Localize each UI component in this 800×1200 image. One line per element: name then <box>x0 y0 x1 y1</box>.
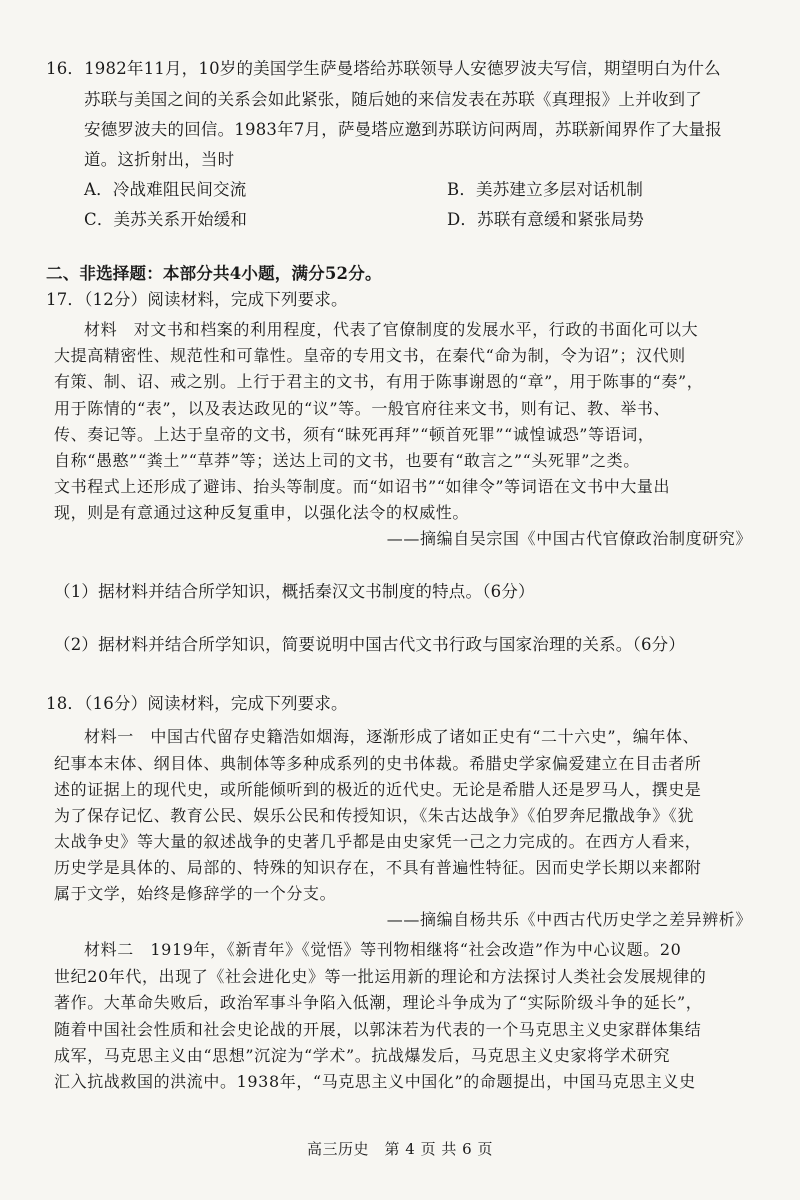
q18-intro: 18．（16分）阅读材料，完成下列要求。 <box>46 694 348 713</box>
q18-material1-line: 属于文学，始终是修辞学的一个分支。 <box>54 884 337 903</box>
q17-material-line: 大提高精密性、规范性和可靠性。皇帝的专用文书，在秦代“命为制，令为诏”；汉代则 <box>54 346 686 365</box>
q17-material-line: 传、奏记等。上达于皇帝的文书，须有“昧死再拜”“顿首死罪”“诚惶诚恐”等语词， <box>54 425 655 444</box>
page-footer: 高三历史 第 4 页 共 6 页 <box>307 1140 493 1158</box>
q18-material1-line: 述的证据上的现代史，或所能倾听到的极近的近代史。无论是希腊人还是罗马人，撰史是 <box>54 780 702 799</box>
q17-subquestion-1: （1）据材料并结合所学知识，概括秦汉文书制度的特点。（6分） <box>54 582 535 601</box>
q16-stem-line: 安德罗波夫的回信。1983年7月，萨曼塔应邀到苏联访问两周，苏联新闻界作了大量报 <box>84 120 722 139</box>
q18-material1-line: 纪事本末体、纲目体、典制体等多种成系列的史书体裁。希腊史学家偏爱建立在目击者所 <box>54 754 702 773</box>
q18-material1-line: 为了保存记忆、教育公民、娱乐公民和传授知识，《朱古达战争》《伯罗奔尼撒战争》《犹 <box>54 806 695 825</box>
q18-material1-line: 太战争史》等大量的叙述战争的史著几乎都是由史家凭一己之力完成的。在西方人看来， <box>54 832 702 851</box>
q18-material2-line: 汇入抗战救国的洪流中。1938年，“马克思主义中国化”的命题提出，中国马克思主义史 <box>54 1072 696 1091</box>
q18-material1-line: 材料一 中国古代留存史籍浩如烟海，逐渐形成了诸如正史有“二十六史”，编年体、 <box>84 727 700 746</box>
q18-material1-line: 历史学是具体的、局部的、特殊的知识存在，不具有普遍性特征。因而史学长期以来都附 <box>54 858 702 877</box>
q17-material-line: 有策、制、诏、戒之别。上行于君主的文书，有用于陈事谢恩的“章”，用于陈事的“奏”， <box>54 372 704 391</box>
q17-material-line: 文书程式上还形成了避讳、抬头等制度。而“如诏书”“如律令”等词语在文书中大量出 <box>54 477 671 496</box>
q18-material2-line: 世纪20年代，出现了《社会进化史》等一批运用新的理论和方法探讨人类社会发展规律的 <box>54 967 707 986</box>
q17-source: ——摘编自吴宗国《中国古代官僚政治制度研究》 <box>386 529 752 548</box>
q18-material2-line: 材料二 1919年，《新青年》《觉悟》等刊物相继将“社会改造”作为中心议题。20 <box>84 940 682 959</box>
q16-option-c: C．美苏关系开始缓和 <box>84 210 248 229</box>
q16-stem-line: 道。这折射出，当时 <box>84 150 235 169</box>
q17-intro: 17．（12分）阅读材料，完成下列要求。 <box>46 290 348 309</box>
q16-stem-line: 苏联与美国之间的关系会如此紧张，随后她的来信发表在苏联《真理报》上并收到了 <box>84 90 702 109</box>
q18-source-1: ——摘编自杨共乐《中西古代历史学之差异辨析》 <box>386 910 752 929</box>
q16-stem-line: 16．1982年11月，10岁的美国学生萨曼塔给苏联领导人安德罗波夫写信，期望明白为什么 <box>46 59 721 78</box>
q16-option-d: D．苏联有意缓和紧张局势 <box>447 210 645 229</box>
q16-option-a: A．冷战难阻民间交流 <box>84 180 247 199</box>
q17-material-line: 材料 对文书和档案的利用程度，代表了官僚制度的发展水平，行政的书面化可以大 <box>84 320 699 339</box>
q17-material-line: 用于陈情的“表”，以及表达政见的“议”等。一般官府往来文书，则有记、教、举书、 <box>54 399 671 418</box>
q18-material2-line: 随着中国社会性质和社会史论战的开展，以郭沫若为代表的一个马克思主义史家群体集结 <box>54 1020 702 1039</box>
q18-material2-line: 著作。大革命失败后，政治军事斗争陷入低潮，理论斗争成为了“实际阶级斗争的延长”， <box>54 993 703 1012</box>
q17-material-line: 现，则是有意通过这种反复重申，以强化法令的权威性。 <box>54 503 470 522</box>
q18-material2-line: 成军，马克思主义由“思想”沉淀为“学术”。抗战爆发后，马克思主义史家将学术研究 <box>54 1046 671 1065</box>
q17-subquestion-2: （2）据材料并结合所学知识，简要说明中国古代文书行政与国家治理的关系。（6分） <box>54 635 686 654</box>
section-2-heading: 二、非选择题：本部分共4小题，满分52分。 <box>46 264 382 283</box>
q17-material-line: 自称“愚憨”“粪土”“草莽”等；送达上司的文书，也要有“敢言之”“头死罪”之类。 <box>54 451 640 470</box>
q16-option-b: B．美苏建立多层对话机制 <box>447 180 644 199</box>
